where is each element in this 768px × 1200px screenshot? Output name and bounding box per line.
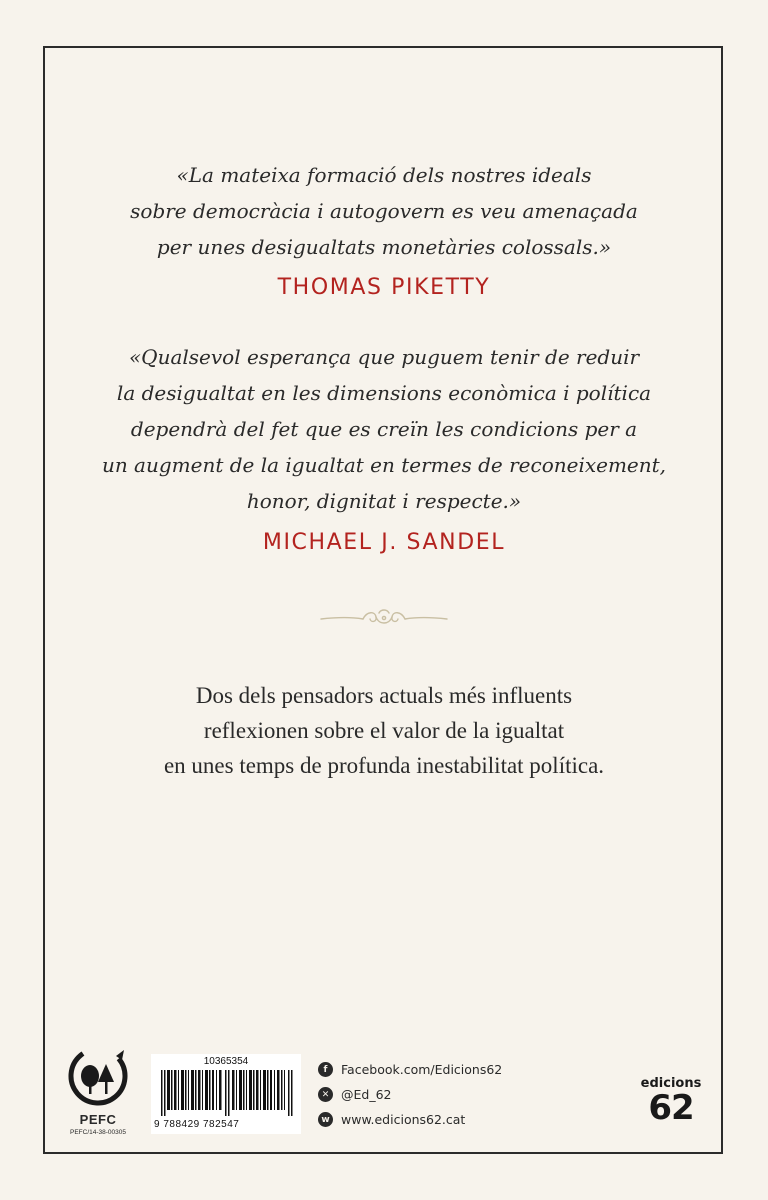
blurb-line: Dos dels pensadors actuals més influents [195, 683, 573, 708]
facebook-text: Facebook.com/Edicions62 [341, 1062, 503, 1077]
barcode-top-number: 10365354 [203, 1056, 249, 1067]
pefc-label: PEFC [79, 1112, 117, 1127]
quote-piketty [0, 157, 768, 265]
isbn-barcode [151, 1054, 301, 1134]
pefc-logo [62, 1046, 134, 1134]
publisher-name: edicions [640, 1076, 702, 1091]
quote-sandel [0, 339, 768, 519]
isbn-digits: 9 788429 782547 [154, 1119, 240, 1130]
x-icon: ✕ [318, 1087, 333, 1102]
social-links [318, 1057, 502, 1132]
web-icon: w [318, 1112, 333, 1127]
blurb-line: reflexionen sobre el valor de la igualtat [203, 718, 565, 743]
blurb-text [0, 678, 768, 783]
x-link[interactable] [318, 1082, 502, 1107]
web-link[interactable] [318, 1107, 502, 1132]
facebook-icon: f [318, 1062, 333, 1077]
quote-line: honor, dignitat i respecte.» [246, 489, 522, 513]
flourish-icon [319, 605, 449, 631]
facebook-link[interactable] [318, 1057, 502, 1082]
quote-line: «Qualsevol esperança que puguem tenir de reduir [128, 345, 640, 369]
pefc-icon [68, 1046, 128, 1106]
web-text: www.edicions62.cat [341, 1112, 466, 1127]
quote-line: «La mateixa formació dels nostres ideals [176, 163, 592, 187]
publisher-number: 62 [648, 1088, 694, 1128]
quote-line: dependrà del fet que es creïn les condicions per a [130, 417, 638, 441]
quote-line: la desigualtat en les dimensions econòmica i política [116, 381, 652, 405]
quote-line: un augment de la igualtat en termes de reconeixement, [101, 453, 667, 477]
quote-line: per unes desigualtats monetàries colossals.» [156, 235, 612, 259]
author-sandel: MICHAEL J. SANDEL [262, 530, 506, 555]
author-piketty: THOMAS PIKETTY [277, 275, 491, 300]
blurb-line: en unes temps de profunda inestabilitat política. [163, 753, 605, 778]
publisher-logo [638, 1076, 704, 1128]
x-text: @Ed_62 [341, 1087, 392, 1102]
quote-line: sobre democràcia i autogovern es veu amenaçada [130, 199, 638, 223]
ornament-divider [0, 605, 768, 631]
pefc-code: PEFC/14-38-00305 [69, 1129, 126, 1136]
barcode-icon [161, 1070, 293, 1116]
